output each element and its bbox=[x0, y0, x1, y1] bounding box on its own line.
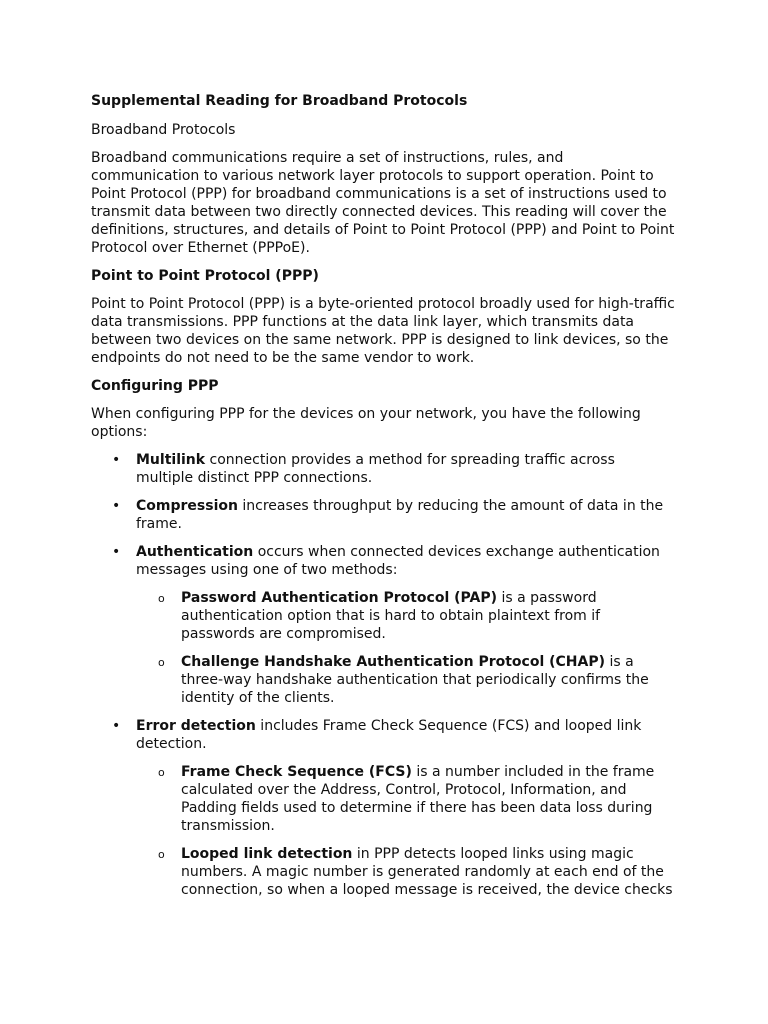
bullet-marker: • bbox=[112, 718, 121, 734]
desc-fcs: is a number included in the frame calculated over the Address, Control, Protocol, Information, and Padding fields used to determine if there has been data loss during transmission. bbox=[181, 764, 655, 834]
desc-multilink: connection provides a method for spreading traffic across multiple distinct PPP connections. bbox=[136, 452, 615, 486]
term-multilink: Multilink bbox=[136, 452, 206, 468]
section-heading-configuring: Configuring PPP bbox=[91, 378, 219, 394]
term-looped-link: Looped link detection bbox=[181, 846, 353, 862]
document-subtitle: Broadband Protocols bbox=[91, 122, 236, 138]
bullet-marker: • bbox=[112, 498, 121, 514]
sub-bullet-marker: o bbox=[158, 656, 165, 669]
authentication-sublist bbox=[136, 589, 676, 707]
desc-pap: is a password authentication option that is hard to obtain plaintext from if passwords are compromised. bbox=[181, 590, 601, 642]
configuring-paragraph: When configuring PPP for the devices on your network, you have the following options: bbox=[91, 406, 641, 440]
section-heading-ppp: Point to Point Protocol (PPP) bbox=[91, 268, 319, 284]
term-error-detection: Error detection bbox=[136, 718, 256, 734]
desc-chap: is a three-way handshake authentication that periodically confirms the identity of the clients. bbox=[181, 654, 649, 706]
options-list bbox=[91, 451, 676, 899]
term-authentication: Authentication bbox=[136, 544, 254, 560]
sub-bullet-marker: o bbox=[158, 848, 165, 861]
document-title: Supplemental Reading for Broadband Protocols bbox=[91, 93, 468, 109]
bullet-marker: • bbox=[112, 452, 121, 468]
ppp-paragraph: Point to Point Protocol (PPP) is a byte-oriented protocol broadly used for high-traffic data transmissions. PPP functions at the data link layer, which transmits data between two devices on the same network. PPP is designed to link devices, so the endpoints do not need to be the same vendor to work. bbox=[91, 296, 675, 366]
desc-looped-link: in PPP detects looped links using magic numbers. A magic number is generated randomly at each end of the connection, so when a looped message is received, the device checks bbox=[181, 846, 673, 898]
error-detection-sublist bbox=[136, 763, 676, 899]
term-chap: Challenge Handshake Authentication Protocol (CHAP) bbox=[181, 654, 606, 670]
list-item-multilink bbox=[91, 451, 676, 487]
term-compression: Compression bbox=[136, 498, 238, 514]
desc-authentication: occurs when connected devices exchange authentication messages using one of two methods: bbox=[136, 544, 660, 578]
list-item-authentication bbox=[91, 543, 676, 707]
term-pap: Password Authentication Protocol (PAP) bbox=[181, 590, 498, 606]
sub-item-looped-link bbox=[136, 845, 676, 899]
desc-compression: increases throughput by reducing the amount of data in the frame. bbox=[136, 498, 664, 532]
list-item-error-detection bbox=[91, 717, 676, 899]
desc-error-detection: includes Frame Check Sequence (FCS) and looped link detection. bbox=[136, 718, 642, 752]
sub-item-chap bbox=[136, 653, 676, 707]
term-fcs: Frame Check Sequence (FCS) bbox=[181, 764, 412, 780]
sub-item-fcs bbox=[136, 763, 676, 835]
bullet-marker: • bbox=[112, 544, 121, 560]
sub-bullet-marker: o bbox=[158, 766, 165, 779]
sub-item-pap bbox=[136, 589, 676, 643]
intro-paragraph: Broadband communications require a set of instructions, rules, and communication to various network layer protocols to support operation. Point to Point Protocol (PPP) for broadband communications is a set of instructions used to transmit data between two directly connected devices. This reading will cover the definitions, structures, and details of Point to Point Protocol (PPP) and Point to Point Protocol over Ethernet (PPPoE). bbox=[91, 150, 675, 256]
list-item-compression bbox=[91, 497, 676, 533]
sub-bullet-marker: o bbox=[158, 592, 165, 605]
